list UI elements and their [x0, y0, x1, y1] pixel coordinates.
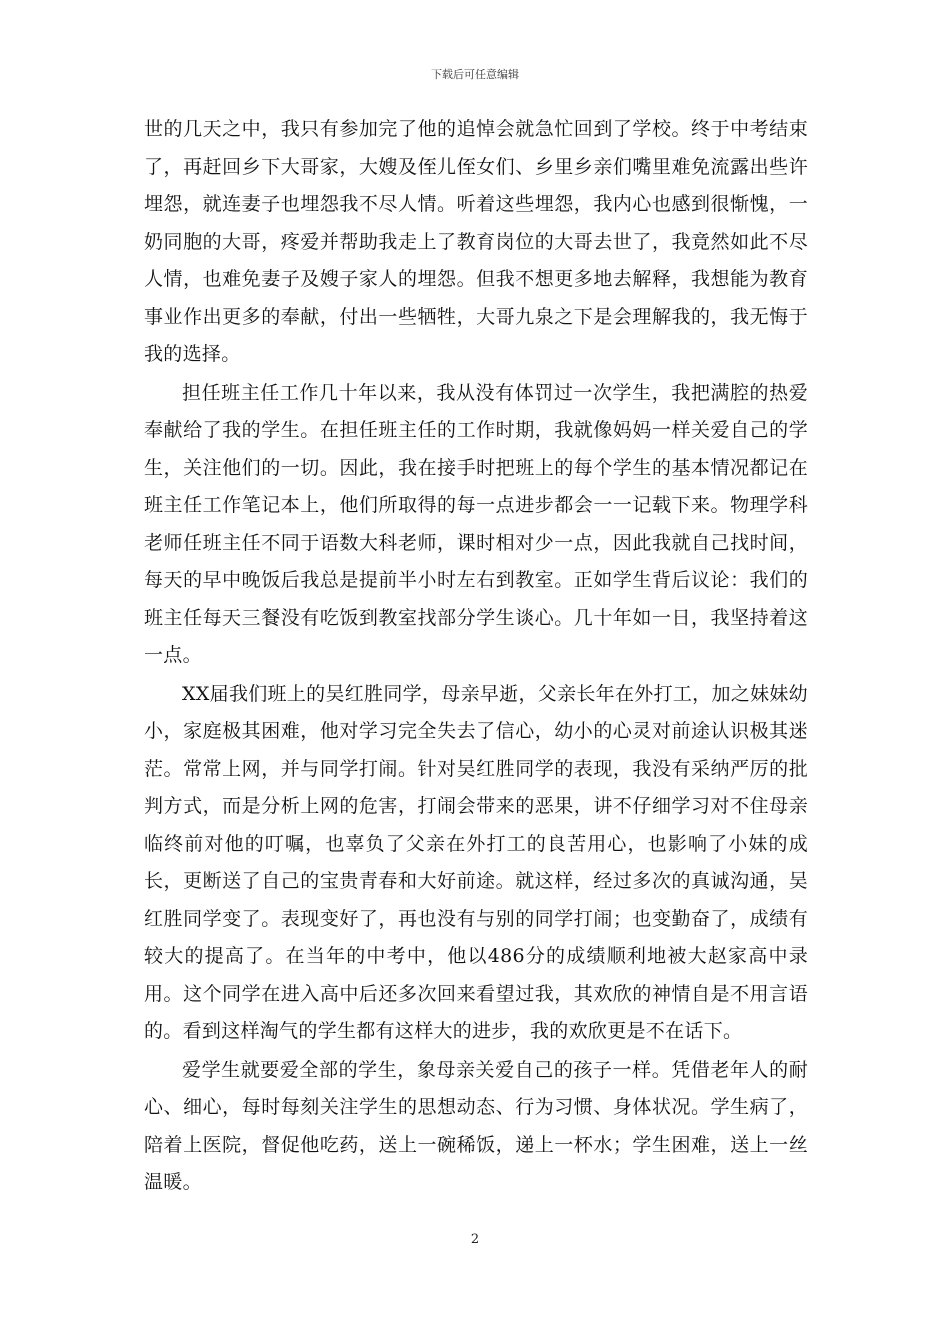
page-header: 下载后可任意编辑	[431, 68, 519, 81]
paragraph: XX届我们班上的吴红胜同学，母亲早逝，父亲长年在外打工，加之妹妹幼小，家庭极其困难，他对学习完全失去了信心，幼小的心灵对前途认识极其迷茫。常常上网，并与同学打闹。针对吴红胜同学的表现，我没有采纳严厉的批判方式，而是分析上网的危害，打闹会带来的恶果，讲不仔细学习对不住母亲临终前对他的叮嘱，也辜负了父亲在外打工的良苦用心，也影响了小妹的成长，更断送了自己的宝贵青春和大好前途。就这样，经过多次的真诚沟通，吴红胜同学变了。表现变好了，再也没有与别的同学打闹；也变勤奋了，成绩有较大的提高了。在当年的中考中，他以486分的成绩顺利地被大赵家高中录用。这个同学在进入高中后还多次回来看望过我，其欢欣的神情自是不用言语的。看到这样淘气的学生都有这样大的进步，我的欢欣更是不在话下。	[144, 682, 808, 1042]
page-number: 2	[470, 1232, 480, 1247]
paragraph: 担任班主任工作几十年以来，我从没有体罚过一次学生，我把满腔的热爱奉献给了我的学生。在担任班主任的工作时期，我就像妈妈一样关爱自己的学生，关注他们的一切。因此，我在接手时把班上的每个学生的基本情况都记在班主任工作笔记本上，他们所取得的每一点进步都会一一记载下来。物理学科老师任班主任不同于语数大科老师，课时相对少一点，因此我就自己找时间，每天的早中晚饭后我总是提前半小时左右到教室。正如学生背后议论：我们的班主任每天三餐没有吃饭到教室找部分学生谈心。几十年如一日，我坚持着这一点。	[144, 381, 808, 666]
document-body	[144, 111, 808, 1202]
paragraph: 世的几天之中，我只有参加完了他的追悼会就急忙回到了学校。终于中考结束了，再赶回乡下大哥家，大嫂及侄儿侄女们、乡里乡亲们嘴里难免流露出些许埋怨，就连妻子也埋怨我不尽人情。听着这些埋怨，我内心也感到很惭愧，一奶同胞的大哥，疼爱并帮助我走上了教育岗位的大哥去世了，我竟然如此不尽人情，也难免妻子及嫂子家人的埋怨。但我不想更多地去解释，我想能为教育事业作出更多的奉献，付出一些牺牲，大哥九泉之下是会理解我的，我无悔于我的选择。	[144, 118, 808, 365]
paragraph: 爱学生就要爱全部的学生，象母亲关爱自己的孩子一样。凭借老年人的耐心、细心，每时每刻关注学生的思想动态、行为习惯、身体状况。学生病了，陪着上医院，督促他吃药，送上一碗稀饭，递上一杯水；学生困难，送上一丝温暖。	[144, 1058, 808, 1193]
